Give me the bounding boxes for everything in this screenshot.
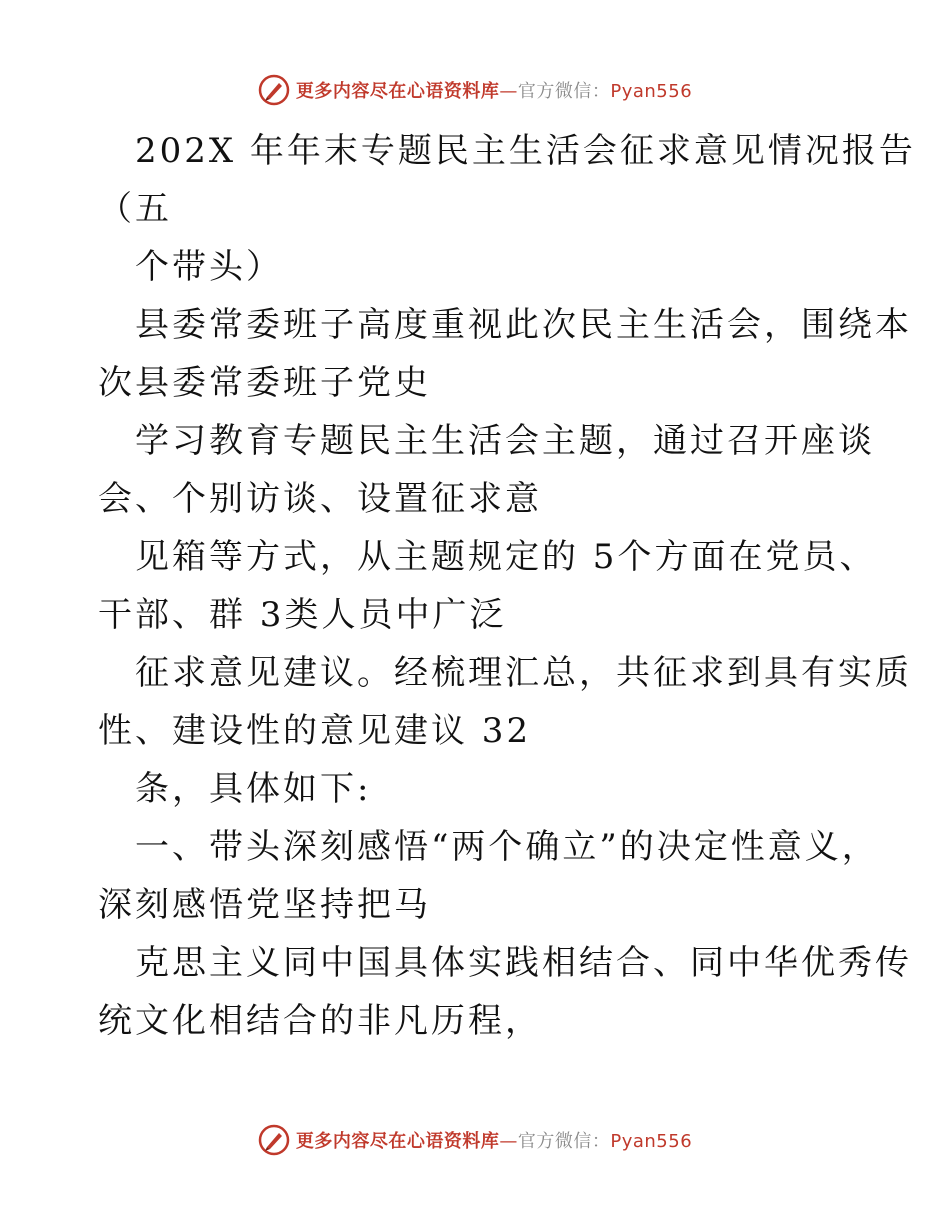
section-heading-line: 一、带头深刻感悟“两个确立”的决定性意义， [135, 827, 879, 867]
header-watermark [0, 70, 950, 110]
watermark-main: 更多内容尽在心语资料库 [295, 81, 500, 102]
paragraph-line: 克思主义同中国具体实践相结合、同中华优秀传 [135, 943, 912, 983]
watermark-dash: — [499, 81, 518, 102]
watermark-id: Pyan556 [610, 81, 693, 102]
paragraph-line: 条，具体如下: [135, 769, 372, 809]
paragraph-line: 次县委常委班子党史 [98, 363, 431, 403]
paragraph-line: 见箱等方式，从主题规定的 5个方面在党员、 [135, 537, 877, 577]
footer-watermark [0, 1120, 950, 1160]
paragraph-line: 干部、群 3类人员中广泛 [98, 595, 507, 635]
paragraph-line: 县委常委班子高度重视此次民主生活会，围绕本 [135, 305, 912, 345]
watermark-label: 官方微信： [517, 1131, 611, 1152]
pen-seal-icon [258, 74, 290, 106]
watermark-label: 官方微信： [517, 81, 611, 102]
paragraph-line: 征求意见建议。经梳理汇总，共征求到具有实质 [135, 653, 912, 693]
paragraph-line: 性、建设性的意见建议 32 [98, 711, 532, 751]
paragraph-line: 会、个别访谈、设置征求意 [98, 479, 542, 519]
pen-seal-icon [258, 1124, 290, 1156]
document-title-line-3: 个带头） [135, 247, 283, 287]
watermark-id: Pyan556 [610, 1131, 693, 1152]
document-title-line-2: （五 [98, 189, 172, 229]
paragraph-line: 统文化相结合的非凡历程， [98, 1001, 542, 1041]
watermark-text [296, 77, 692, 103]
document-body [98, 122, 916, 1050]
watermark-main: 更多内容尽在心语资料库 [295, 1131, 500, 1152]
paragraph-line: 深刻感悟党坚持把马 [98, 885, 431, 925]
watermark-text [296, 1127, 692, 1153]
document-title-line-1: 202X 年年末专题民主生活会征求意见情况报告 [135, 131, 916, 171]
paragraph-line: 学习教育专题民主生活会主题，通过召开座谈 [135, 421, 875, 461]
watermark-dash: — [499, 1131, 518, 1152]
